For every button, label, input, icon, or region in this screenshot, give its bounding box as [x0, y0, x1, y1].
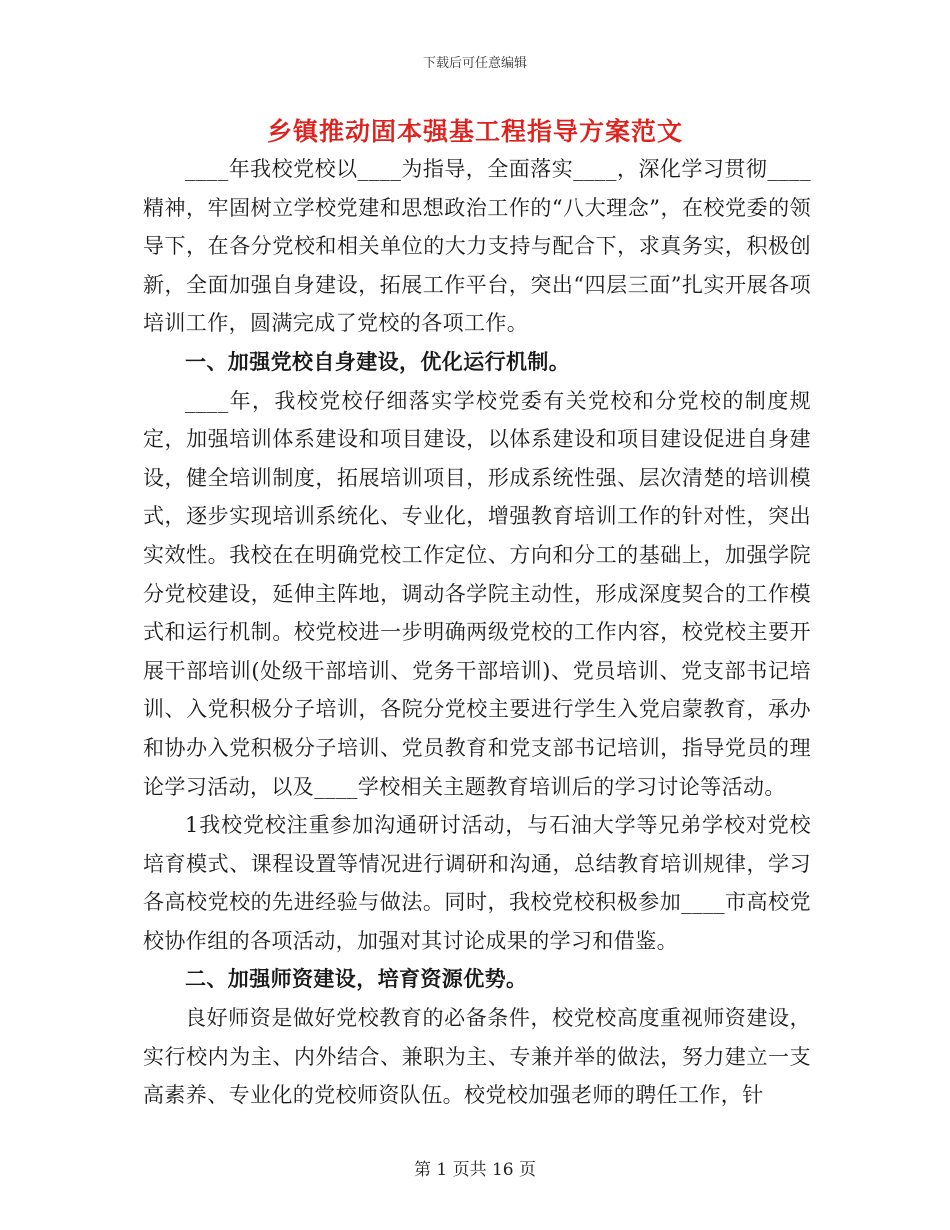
- paragraph: 良好师资是做好党校教育的必备条件，校党校高度重视师资建设，实行校内为主、内外结合、兼职为主、专兼并举的做法，努力建立一支高素养、专业化的党校师资队伍。校党校加强老师的聘任工作，针: [143, 1006, 811, 1108]
- document-body: [143, 150, 811, 1115]
- paragraph: 1我校党校注重参加沟通研讨活动，与石油大学等兄弟学校对党校培育模式、课程设置等情况进行调研和沟通，总结教育培训规律，学习各高校党校的先进经验与做法。同时，我校党校积极参加____市高校党校协作组的各项活动，加强对其讨论成果的学习和借鉴。: [143, 813, 811, 953]
- paragraph: ____年，我校党校仔细落实学校党委有关党校和分党校的制度规定，加强培训体系建设和项目建设，以体系建设和项目建设促进自身建设，健全培训制度，拓展培训项目，形成系统性强、层次清楚的培训模式，逐步实现培训系统化、专业化，增强教育培训工作的针对性，突出实效性。我校在在明确党校工作定位、方向和分工的基础上，加强学院分党校建设，延伸主阵地，调动各学院主动性，形成深度契合的工作模式和运行机制。校党校进一步明确两级党校的工作内容，校党校主要开展干部培训(处级干部培训、党务干部培训)、党员培训、党支部书记培训、入党积极分子培训，各院分党校主要进行学生入党启蒙教育，承办和协办入党积极分子培训、党员教育和党支部书记培训，指导党员的理论学习活动，以及____学校相关主题教育培训后的学习讨论等活动。: [143, 388, 811, 799]
- section-heading: 二、加强师资建设，培育资源优势。: [185, 966, 528, 992]
- document-title: 乡镇推动固本强基工程指导方案范文: [266, 117, 683, 146]
- section-heading: 一、加强党校自身建设，优化运行机制。: [185, 348, 571, 374]
- paragraph: ____年我校党校以____为指导，全面落实____，深化学习贯彻____精神，牢固树立学校党建和思想政治工作的“八大理念”，在校党委的领导下，在各分党校和相关单位的大力支持与配合下，求真务实，积极创新，全面加强自身建设，拓展工作平台，突出“四层三面”扎实开展各项培训工作，圆满完成了党校的各项工作。: [143, 157, 811, 336]
- page-header: 下载后可任意编辑: [422, 56, 527, 71]
- page-footer: 第 1 页共 16 页: [413, 1160, 537, 1180]
